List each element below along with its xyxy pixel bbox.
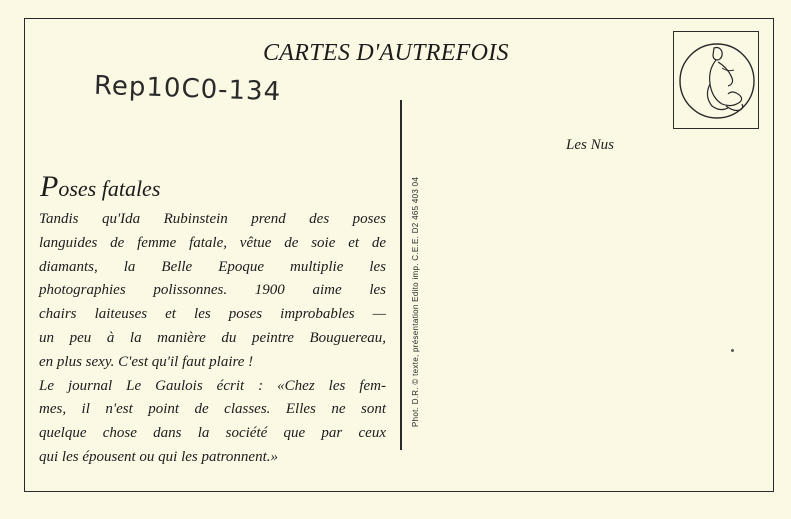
description-text (39, 208, 386, 470)
credit-line: Phot. D.R. © texte, présentation Edito imp. C.E.E. D2 465 403 04 (411, 176, 420, 427)
text-line: Le journal Le Gaulois écrit : «Chez les fem- (39, 377, 386, 394)
stamp-box (673, 31, 759, 129)
text-line: quelque chose dans la société que par ceux (39, 425, 386, 442)
text-line: photographies polissonnes. 1900 aime les (39, 282, 386, 299)
text-line: mes, il n'est point de classes. Elles ne sont (39, 401, 386, 418)
text-line: en plus sexy. C'est qu'il faut plaire ! (39, 353, 254, 370)
heading-initial: P (40, 170, 59, 203)
text-line: un peu à la manière du peintre Bouguereau, (39, 329, 386, 346)
vertical-divider (400, 100, 402, 450)
text-line: Tandis qu'Ida Rubinstein prend des poses (39, 211, 386, 227)
handwritten-reference: Rep10C0-134 (93, 70, 282, 108)
text-line: chairs laiteuses et les poses improbables — (39, 306, 386, 323)
series-title: CARTES D'AUTREFOIS (263, 40, 509, 66)
text-line: languides de femme fatale, vêtue de soie et de (39, 234, 386, 251)
nude-figure-icon (674, 32, 760, 130)
text-line: qui les épousent ou qui les patronnent.» (39, 448, 279, 465)
ink-speck (731, 349, 734, 352)
card-heading (40, 170, 160, 204)
heading-rest: oses fatales (58, 176, 161, 201)
text-line: diamants, la Belle Epoque multiplie les (39, 258, 386, 275)
category-label: Les Nus (566, 137, 614, 153)
